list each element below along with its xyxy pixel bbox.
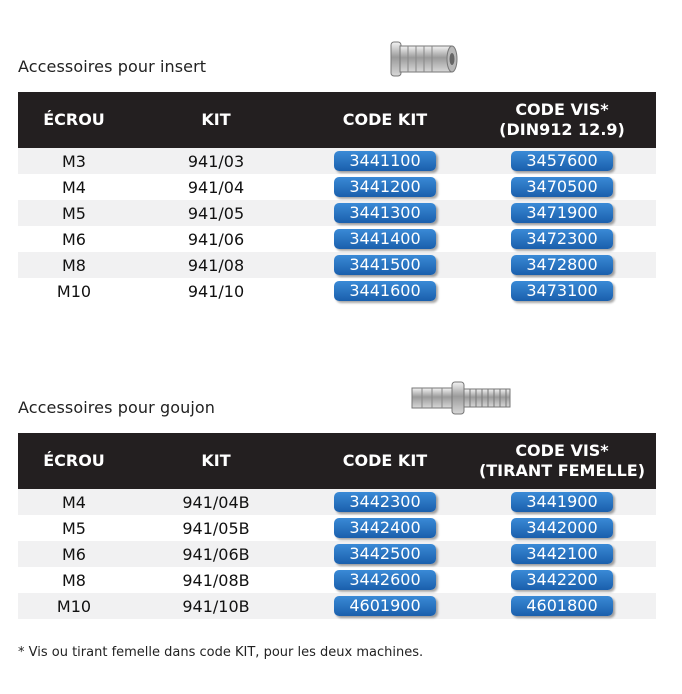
header-code-vis (468, 433, 656, 489)
cell-ecrou: M10 (18, 593, 130, 619)
cell-code-vis (468, 567, 656, 593)
table-row (18, 148, 656, 174)
cell-code-kit (302, 226, 468, 252)
cell-code-vis (468, 252, 656, 278)
cell-code-vis (468, 515, 656, 541)
goujon-section-title: Accessoires pour goujon (18, 398, 216, 417)
code-kit-badge: 3441300 (334, 203, 436, 223)
code-vis-badge: 3473100 (511, 281, 613, 301)
rivet-nut-icon (390, 36, 460, 82)
cell-code-vis (468, 148, 656, 174)
cell-code-kit (302, 174, 468, 200)
code-vis-badge: 3442000 (511, 518, 613, 538)
cell-code-vis (468, 278, 656, 304)
header-code-vis-line2: (DIN912 12.9) (499, 120, 625, 139)
footnote: * Vis ou tirant femelle dans code KIT, pour les deux machines. (18, 645, 424, 660)
header-ecrou: ÉCROU (18, 433, 130, 489)
code-kit-badge: 3442400 (334, 518, 436, 538)
cell-code-kit (302, 567, 468, 593)
code-kit-badge: 3441600 (334, 281, 436, 301)
cell-ecrou: M4 (18, 174, 130, 200)
header-code-vis-line1: CODE VIS* (515, 441, 609, 460)
goujon-header-row (18, 433, 656, 489)
cell-code-vis (468, 174, 656, 200)
cell-code-kit (302, 200, 468, 226)
cell-code-vis (468, 541, 656, 567)
table-row (18, 567, 656, 593)
cell-code-kit (302, 541, 468, 567)
cell-ecrou: M5 (18, 200, 130, 226)
cell-ecrou: M6 (18, 541, 130, 567)
table-row (18, 278, 656, 304)
header-code-vis-line1: CODE VIS* (515, 100, 609, 119)
cell-kit: 941/08 (130, 252, 302, 278)
header-code-vis-line2: (TIRANT FEMELLE) (478, 461, 646, 480)
cell-kit: 941/10 (130, 278, 302, 304)
table-row (18, 174, 656, 200)
cell-code-vis (468, 489, 656, 515)
table-row (18, 252, 656, 278)
code-vis-badge: 3471900 (511, 203, 613, 223)
cell-code-vis (468, 593, 656, 619)
cell-kit: 941/03 (130, 148, 302, 174)
cell-ecrou: M8 (18, 252, 130, 278)
table-row (18, 515, 656, 541)
code-vis-badge: 3457600 (511, 151, 613, 171)
cell-ecrou: M10 (18, 278, 130, 304)
cell-ecrou: M4 (18, 489, 130, 515)
cell-code-kit (302, 489, 468, 515)
cell-ecrou: M3 (18, 148, 130, 174)
header-ecrou: ÉCROU (18, 92, 130, 148)
cell-kit: 941/04 (130, 174, 302, 200)
cell-ecrou: M6 (18, 226, 130, 252)
cell-code-kit (302, 278, 468, 304)
code-vis-badge: 3442100 (511, 544, 613, 564)
table-row (18, 226, 656, 252)
code-kit-badge: 4601900 (334, 596, 436, 616)
rivet-stud-icon (410, 380, 514, 416)
cell-code-kit (302, 515, 468, 541)
cell-code-vis (468, 200, 656, 226)
code-vis-badge: 3441900 (511, 492, 613, 512)
code-kit-badge: 3441500 (334, 255, 436, 275)
code-vis-badge: 3470500 (511, 177, 613, 197)
table-row (18, 489, 656, 515)
table-row (18, 541, 656, 567)
cell-ecrou: M5 (18, 515, 130, 541)
cell-kit: 941/05 (130, 200, 302, 226)
code-vis-badge: 3442200 (511, 570, 613, 590)
insert-section-title: Accessoires pour insert (18, 57, 207, 76)
cell-kit: 941/05B (130, 515, 302, 541)
cell-code-vis (468, 226, 656, 252)
header-code-vis (468, 92, 656, 148)
header-code-kit: CODE KIT (302, 92, 468, 148)
goujon-table (18, 433, 656, 619)
table-row (18, 200, 656, 226)
code-kit-badge: 3442500 (334, 544, 436, 564)
cell-code-kit (302, 148, 468, 174)
cell-kit: 941/08B (130, 567, 302, 593)
code-kit-badge: 3442300 (334, 492, 436, 512)
cell-kit: 941/06B (130, 541, 302, 567)
code-kit-badge: 3442600 (334, 570, 436, 590)
cell-code-kit (302, 593, 468, 619)
header-kit: KIT (130, 92, 302, 148)
table-row (18, 593, 656, 619)
cell-ecrou: M8 (18, 567, 130, 593)
code-kit-badge: 3441100 (334, 151, 436, 171)
insert-header-row (18, 92, 656, 148)
cell-kit: 941/06 (130, 226, 302, 252)
cell-kit: 941/10B (130, 593, 302, 619)
insert-table (18, 92, 656, 304)
cell-kit: 941/04B (130, 489, 302, 515)
header-kit: KIT (130, 433, 302, 489)
code-kit-badge: 3441200 (334, 177, 436, 197)
code-kit-badge: 3441400 (334, 229, 436, 249)
code-vis-badge: 3472800 (511, 255, 613, 275)
code-vis-badge: 4601800 (511, 596, 613, 616)
code-vis-badge: 3472300 (511, 229, 613, 249)
cell-code-kit (302, 252, 468, 278)
header-code-kit: CODE KIT (302, 433, 468, 489)
